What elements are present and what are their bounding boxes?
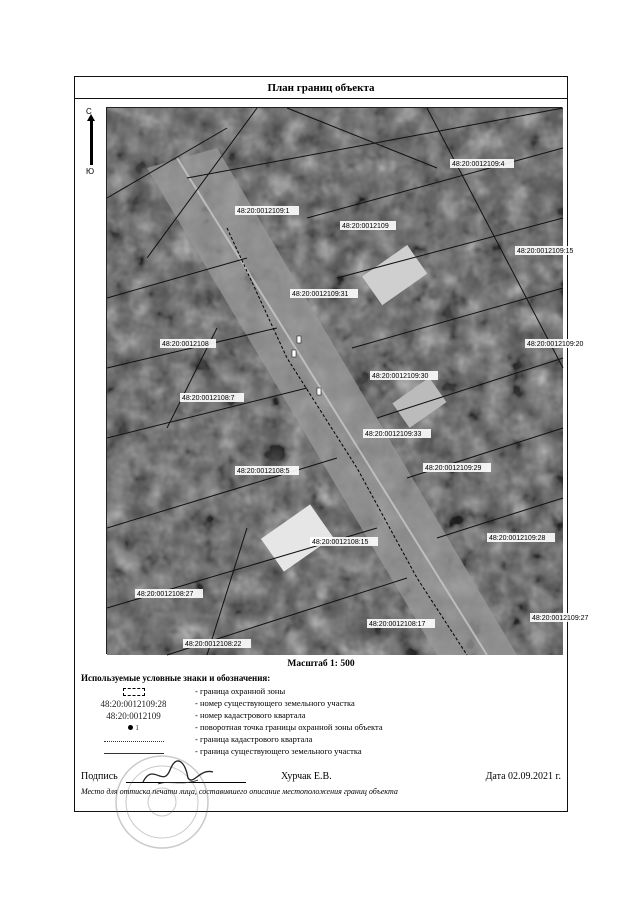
document-frame — [74, 76, 589, 812]
legend-row — [81, 734, 561, 746]
legend-desc: - номер существующего земельного участка — [195, 698, 355, 708]
parcel-label: 48:20:0012108:27 — [137, 591, 194, 598]
dot-icon — [128, 725, 133, 730]
turning-point-number: 1 — [135, 724, 139, 732]
parcel-label: 48:20:0012108:7 — [182, 395, 235, 402]
parcel-label: 48:20:0012109:1 — [237, 208, 290, 215]
legend-desc: - граница охранной зоны — [195, 686, 286, 696]
compass-north-label: С — [86, 107, 92, 116]
stamp-caption: Место для оттиска печати лица, составившего описание местоположения границ объекта — [81, 787, 398, 796]
legend-desc: - граница существующего земельного участка — [195, 746, 362, 756]
parcel-label: 48:20:0012109:27 — [532, 615, 589, 622]
legend-row — [81, 710, 561, 722]
document-date: Дата 02.09.2021 г. — [485, 771, 561, 782]
parcel-label: 48:20:0012108:17 — [369, 621, 426, 628]
legend-desc: - номер кадастрового квартала — [195, 710, 306, 720]
legend-row — [81, 698, 561, 710]
legend-row — [81, 722, 561, 734]
parcel-number-symbol: 48:20:0012109:28 — [100, 699, 167, 709]
handwritten-signature — [138, 760, 218, 790]
parcel-label: 48:20:0012109:28 — [489, 535, 546, 542]
compass-south-label: Ю — [86, 167, 95, 176]
parcel-label: 48:20:0012109:4 — [452, 161, 505, 168]
parcel-label: 48:20:0012109:20 — [527, 341, 584, 348]
parcel-label: 48:20:0012108:5 — [237, 468, 290, 475]
signature-label: Подпись — [81, 771, 118, 782]
quarter-number-symbol: 48:20:0012109 — [106, 711, 161, 721]
map-scale: Масштаб 1: 500 — [287, 659, 355, 669]
legend-row — [81, 686, 561, 698]
parcel-label: 48:20:0012108:22 — [185, 641, 242, 648]
legend — [81, 686, 561, 758]
map-svg — [107, 108, 589, 655]
aerial-map — [106, 107, 589, 654]
signer-name: Хурчак Е.В. — [281, 771, 332, 782]
quarter-boundary-symbol — [81, 734, 186, 746]
parcel-label: 48:20:0012109:31 — [292, 291, 349, 298]
legend-desc: - поворотная точка границы охранной зоны объекта — [195, 722, 383, 732]
turning-point-symbol — [81, 722, 186, 734]
parcel-label: 48:20:0012109:30 — [372, 373, 429, 380]
parcel-label: 48:20:0012109:33 — [365, 431, 422, 438]
north-arrow — [83, 107, 101, 177]
parcel-label: 48:20:0012109:29 — [425, 465, 482, 472]
parcel-label: 48:20:0012108 — [162, 341, 209, 348]
parcel-label: 48:20:0012109:15 — [517, 248, 574, 255]
protective-zone-symbol — [81, 686, 186, 698]
page-title: План границ объекта — [75, 77, 567, 99]
north-arrow-icon — [90, 119, 93, 165]
legend-title: Используемые условные знаки и обозначения: — [81, 673, 271, 683]
legend-desc: - граница кадастрового квартала — [195, 734, 313, 744]
parcel-label: 48:20:0012108:15 — [312, 539, 369, 546]
parcel-label: 48:20:0012109 — [342, 223, 389, 230]
